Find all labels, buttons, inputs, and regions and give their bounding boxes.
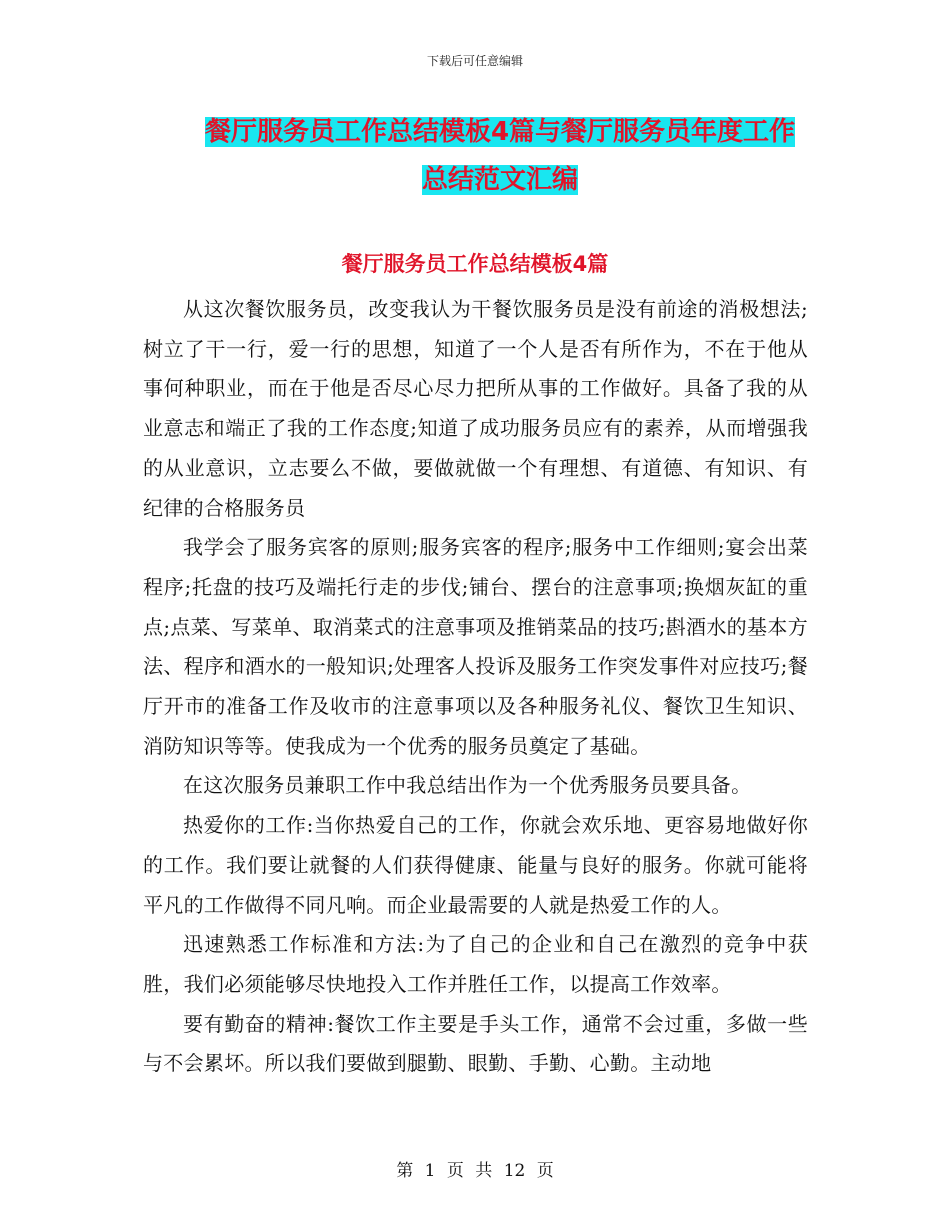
paragraph: 从这次餐饮服务员，改变我认为干餐饮服务员是没有前途的消极想法;树立了干一行，爱一行的思想，知道了一个人是否有所作为，不在于他从事何种职业，而在于他是否尽心尽力把所从事的工作做好。具备了我的从业意志和端正了我的工作态度;知道了成功服务员应有的素养，从而增强我的从业意识，立志要么不做，要做就做一个有理想、有道德、有知识、有纪律的合格服务员	[143, 297, 808, 520]
section-title: 餐厅服务员工作总结模板4篇	[341, 252, 609, 276]
paragraph: 在这次服务员兼职工作中我总结出作为一个优秀服务员要具备。	[183, 773, 752, 798]
paragraph: 要有勤奋的精神:餐饮工作主要是手头工作，通常不会过重，多做一些与不会累坏。所以我们要做到腿勤、眼勤、手勤、心勤。主动地	[143, 1011, 808, 1076]
paragraph: 我学会了服务宾客的原则;服务宾客的程序;服务中工作细则;宴会出菜程序;托盘的技巧及端托行走的步伐;铺台、摆台的注意事项;换烟灰缸的重点;点菜、写菜单、取消菜式的注意事项及推销菜品的技巧;斟酒水的基本方法、程序和酒水的一般知识;处理客人投诉及服务工作突发事件对应技巧;餐厅开市的准备工作及收市的注意事项以及各种服务礼仪、餐饮卫生知识、消防知识等等。使我成为一个优秀的服务员奠定了基础。	[143, 535, 808, 758]
document-title	[150, 108, 850, 204]
paragraph: 热爱你的工作:当你热爱自己的工作，你就会欢乐地、更容易地做好你的工作。我们要让就餐的人们获得健康、能量与良好的服务。你就可能将平凡的工作做得不同凡响。而企业最需要的人就是热爱工作的人。	[143, 813, 808, 917]
document-title-line-2: 总结范文汇编	[421, 165, 578, 195]
document-body	[143, 290, 808, 1084]
page-number: 第 1 页 共 12 页	[396, 1161, 554, 1181]
paragraph: 迅速熟悉工作标准和方法:为了自己的企业和自己在激烈的竞争中获胜，我们必须能够尽快地投入工作并胜任工作，以提高工作效率。	[143, 932, 808, 996]
header-note: 下载后可任意编辑	[426, 54, 523, 68]
document-title-line-1: 餐厅服务员工作总结模板4篇与餐厅服务员年度工作	[204, 117, 796, 147]
